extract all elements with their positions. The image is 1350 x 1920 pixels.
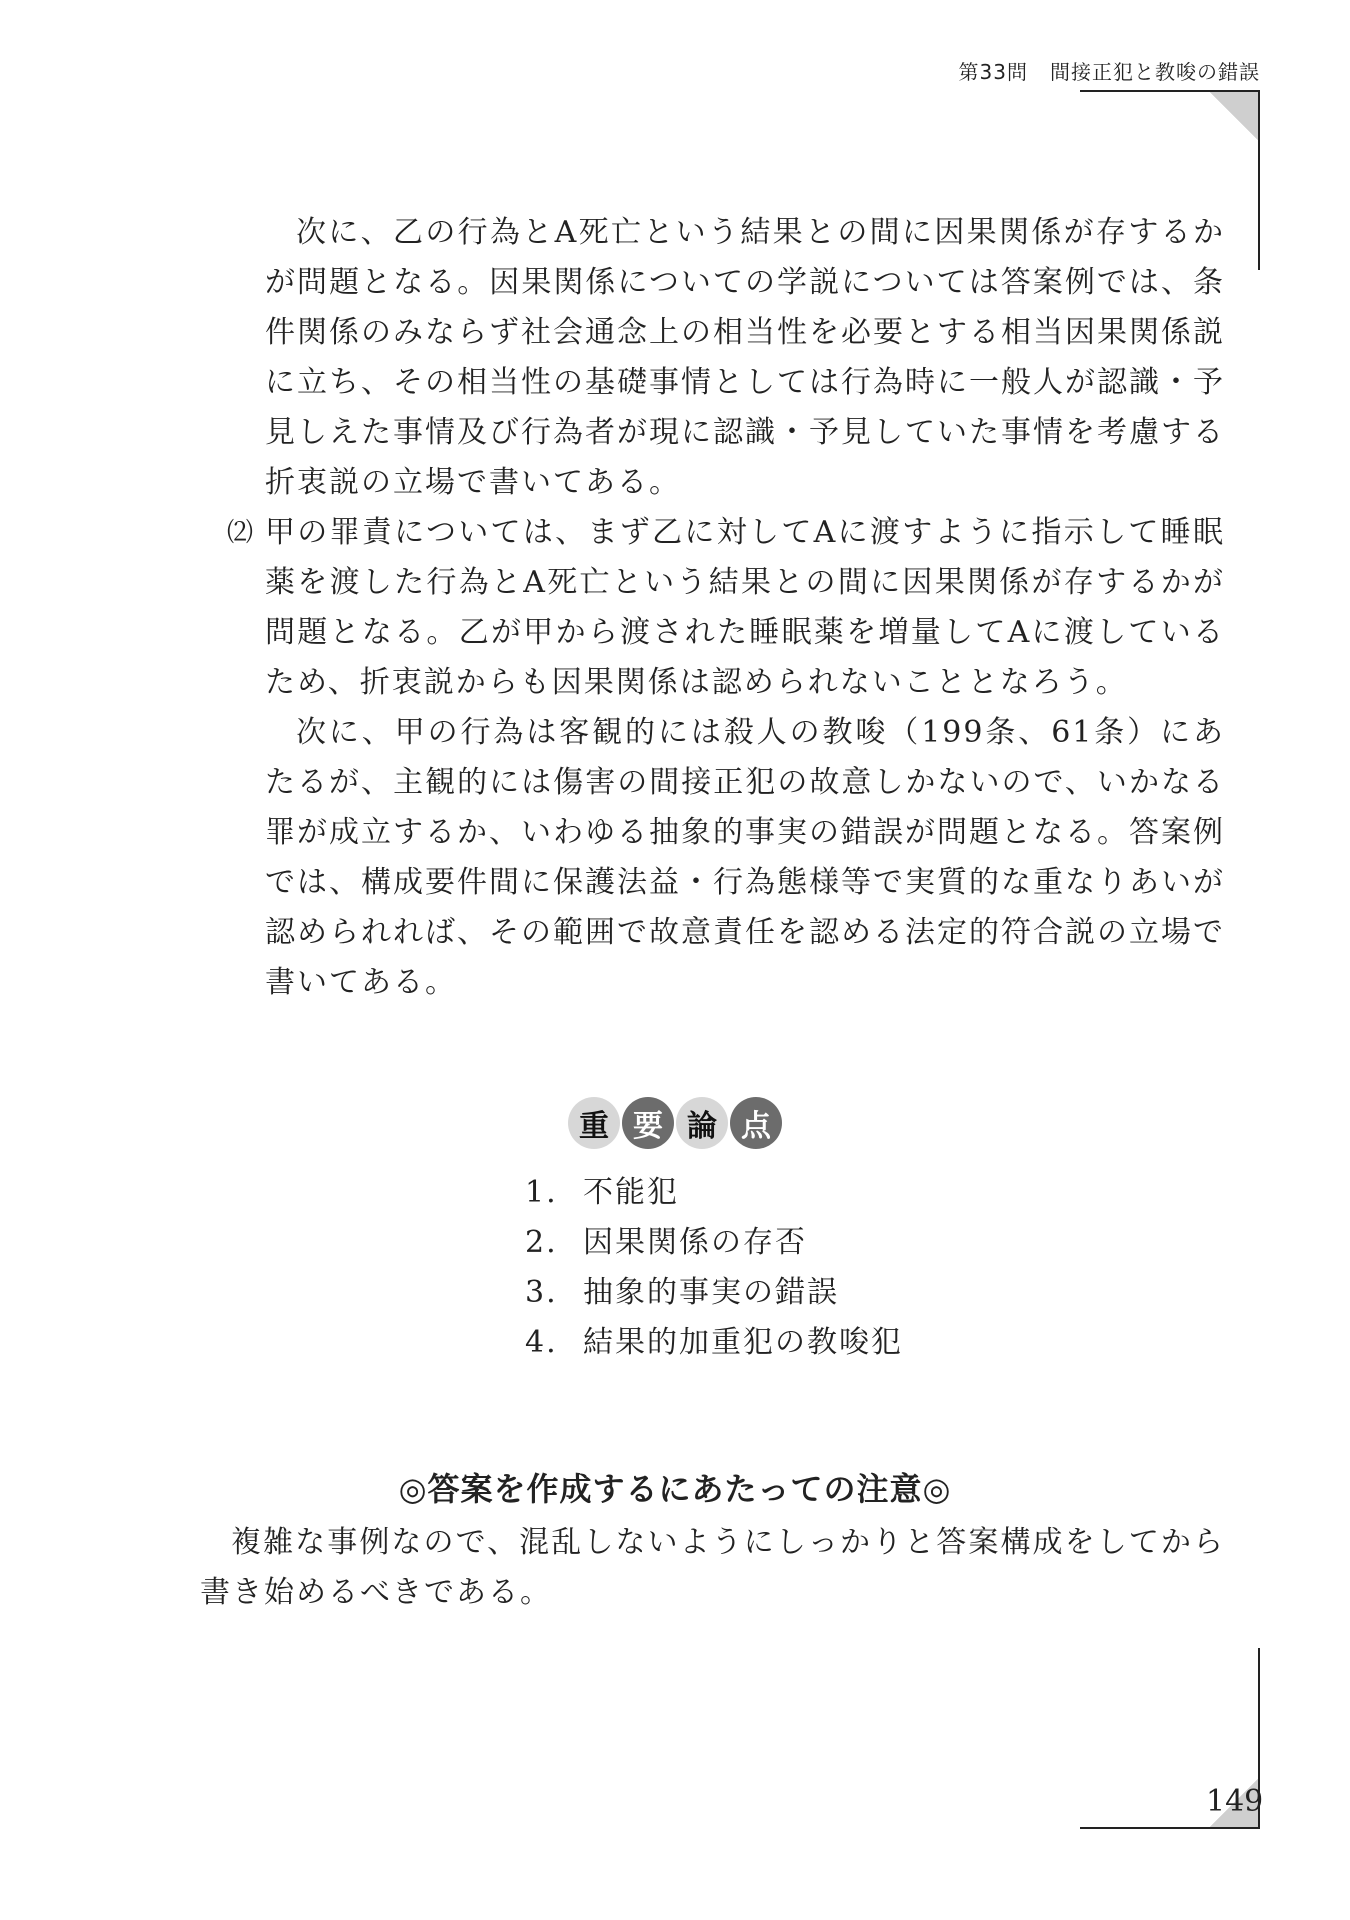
- list-item: [525, 1168, 903, 1218]
- paragraph-abstract-mistake: 次に、甲の行為は客観的には殺人の教唆（199条、61条）にあたるが、主観的には傷害の間接正犯の故意しかないので、いかなる罪が成立するか、いわゆる抽象的事実の錯誤が問題となる。答案例では、構成要件間に保護法益・行為態様等で実質的な重なりあいが認められれば、その範囲で故意責任を認める法定的符合説の立場で書いてある。: [265, 715, 1225, 1000]
- list-item: [525, 1318, 903, 1368]
- list-item-number: 2.: [525, 1225, 558, 1260]
- footer-rule: [1080, 1827, 1260, 1829]
- list-item: [525, 1218, 903, 1268]
- numbered-item-2: [227, 508, 1225, 708]
- running-header: [959, 56, 1260, 85]
- key-points-char-4: 点: [730, 1097, 782, 1149]
- list-item-text: 因果関係の存否: [583, 1225, 807, 1260]
- notes-text: [200, 1518, 1225, 1618]
- list-item-text: 不能犯: [583, 1175, 679, 1210]
- item-2-text: 甲の罪責については、まず乙に対してAに渡すように指示して睡眠薬を渡した行為とA死亡という結果との間に因果関係が存するかが問題となる。乙が甲から渡された睡眠薬を増量してAに渡しているため、折衷説からも因果関係は認められないこととなろう。: [265, 515, 1225, 700]
- key-points-char-1: 重: [568, 1097, 620, 1149]
- list-item-number: 3.: [525, 1275, 558, 1310]
- body-text: [227, 208, 1225, 1008]
- notes-heading: ◎答案を作成するにあたっての注意◎: [398, 1470, 952, 1508]
- item-number-marker: ⑵: [227, 518, 254, 548]
- key-points-list: [525, 1168, 903, 1368]
- question-number: 第33問: [958, 60, 1028, 84]
- key-points-heading: [0, 1097, 1350, 1149]
- notes-paragraph: 複雑な事例なので、混乱しないようにしっかりと答案構成をしてから書き始めるべきである。: [200, 1525, 1225, 1610]
- key-points-char-2: 要: [622, 1097, 674, 1149]
- margin-line-top: [1258, 90, 1260, 270]
- list-item-number: 1.: [525, 1175, 558, 1210]
- header-corner-triangle: [1210, 92, 1258, 140]
- list-item-number: 4.: [525, 1325, 558, 1360]
- list-item-text: 抽象的事実の錯誤: [583, 1275, 839, 1310]
- paragraph-causation-otsu: 次に、乙の行為とA死亡という結果との間に因果関係が存するかが問題となる。因果関係についての学説については答案例では、条件関係のみならず社会通念上の相当性を必要とする相当因果関係説に立ち、その相当性の基礎事情としては行為時に一般人が認識・予見しえた事情及び行為者が現に認識・予見していた事情を考慮する折衷説の立場で書いてある。: [265, 215, 1225, 500]
- chapter-title: 間接正犯と教唆の錯誤: [1050, 60, 1260, 84]
- list-item: [525, 1268, 903, 1318]
- list-item-text: 結果的加重犯の教唆犯: [583, 1325, 903, 1360]
- page-number: 149: [1206, 1784, 1264, 1819]
- key-points-char-3: 論: [676, 1097, 728, 1149]
